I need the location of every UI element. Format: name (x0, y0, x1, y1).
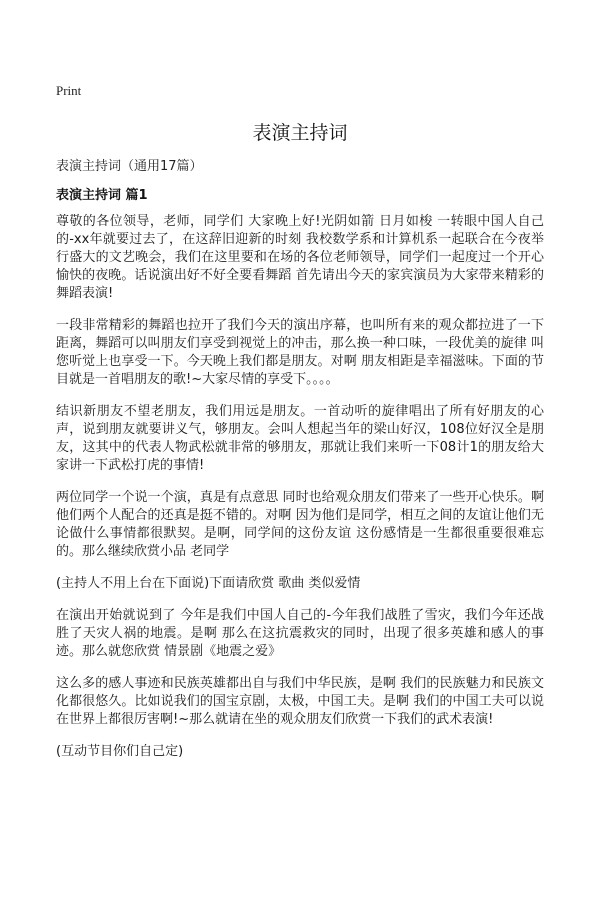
paragraph-3: 结识新朋友不望老朋友，我们用远是朋友。一首动听的旋律唱出了所有好朋友的心声，说到朋友就要讲义气，够朋友。会叫人想起当年的梁山好汉，108位好汉全是朋友，这其中的代表人物武松就非常的够朋友，那就让我们来听一下08计1的朋友给大家讲一下武松打虎的事情! (56, 404, 544, 473)
paragraph-5: (主持人不用上台在下面说)下面请欣赏 歌曲 类似爱情 (56, 576, 361, 591)
paragraph-4: 两位同学一个说一个演，真是有点意思 同时也给观众朋友们带来了一些开心快乐。啊 他们两个人配合的还真是挺不错的。对啊 因为他们是同学，相互之间的友谊让他们无论做什么事情都很默契。是啊，同学间的这份友谊 这份感情是一生都很重要很难忘的。那么继续欣赏小品 老同学 (56, 490, 544, 559)
paragraph-2: 一段非常精彩的舞蹈也拉开了我们今天的演出序幕，也叫所有来的观众都拉进了一下距离，舞蹈可以叫朋友们享受到视觉上的冲击，那么换一种口味，一段优美的旋律 叫您听觉上也享受一下。今天晚上我们都是朋友。对啊 朋友相距是幸福滋味。下面的节目就是一首唱朋友的歌!~大家尽情的享受下。。。。 (56, 318, 544, 387)
document-subtitle: 表演主持词（通用17篇） (56, 159, 203, 174)
document-body (56, 213, 544, 775)
print-link[interactable]: Print (56, 83, 82, 98)
paragraph-8: (互动节目你们自己定) (56, 744, 184, 759)
paragraph-7: 这么多的感人事迹和民族英雄都出自与我们中华民族，是啊 我们的民族魅力和民族文化都很悠久。比如说我们的国宝京剧，太极，中国工夫。是啊 我们的中国工夫可以说在世界上都很厉害啊!~那么就请在坐的观众朋友们欣赏一下我们的武术表演! (56, 676, 544, 727)
paragraph-1: 尊敬的各位领导，老师，同学们 大家晚上好!光阴如箭 日月如梭 一转眼中国人自己的-xx年就要过去了，在这辞旧迎新的时刻 我校数学系和计算机系一起联合在今夜举行盛大的文艺晚会，我们在这里要和在场的各位老师领导，同学们一起度过一个开心愉快的夜晚。话说演出好不好全要看舞蹈 首先请出今天的家宾演员为大家带来精彩的舞蹈表演! (56, 214, 544, 301)
section-heading: 表演主持词 篇1 (56, 188, 148, 203)
paragraph-6: 在演出开始就说到了 今年是我们中国人自己的-今年我们战胜了雪灾，我们今年还战胜了天灾人祸的地震。是啊 那么在这抗震救灾的同时，出现了很多英雄和感人的事迹。那么就您欣赏 情景剧《地震之爱》 (56, 608, 544, 659)
page-title: 表演主持词 (252, 122, 348, 144)
